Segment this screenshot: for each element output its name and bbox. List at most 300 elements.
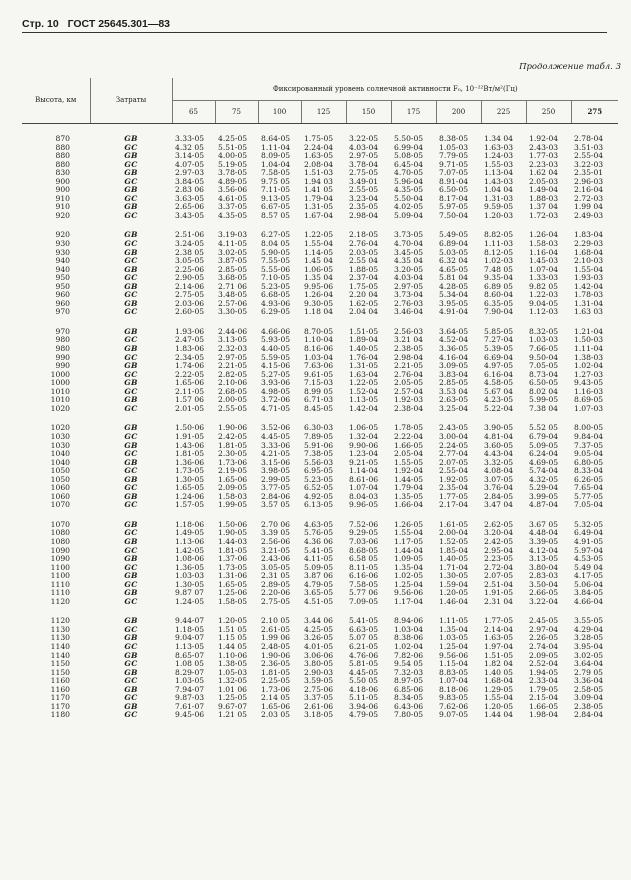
value-cell: 2.31 05 [261,572,290,581]
value-cell: 3.59-05 [304,677,334,686]
value-cell: 1.06-05 [304,265,334,274]
value-cell: 2.23-03 [529,160,559,169]
value-cell: 2.55-05 [349,186,379,195]
value-cell: 1.08-06 [175,555,205,564]
cost-cell: GC [124,291,138,300]
value-cell: 4.25-05 [304,625,334,634]
value-cell: 4.66-04 [574,597,604,606]
value-cell: 5.52 05 [529,423,558,433]
value-cell: 4.08-04 [484,467,514,476]
value-cell: 1.61-05 [439,519,469,529]
value-cell: 2.08-04 [304,160,334,169]
flux-level-header: 150 [346,101,391,124]
value-cell: 2.38-04 [394,404,424,413]
value-cell: 7.80-05 [394,711,424,720]
value-cell: 1.93-06 [175,326,205,336]
value-cell: 1.35-04 [439,625,469,634]
value-cell: 2.04 04 [349,308,378,317]
value-cell: 1.58-03 [529,240,559,249]
value-cell: 6.45-04 [394,160,424,169]
value-cell: 3.67 05 [529,519,558,529]
value-cell: 2.96-03 [574,177,604,186]
value-cell: 9.82 05 [529,282,558,291]
value-cell: 4.51-05 [304,597,334,606]
table-row [22,152,618,161]
table-row [22,547,618,556]
value-cell: 5.93-05 [261,336,291,345]
value-cell: 1.07-03 [574,404,604,413]
height-cell: 970 [55,326,70,336]
value-cell: 1.50-06 [175,423,205,433]
value-cell: 9.56-06 [439,651,469,660]
value-cell: 3.94-06 [349,702,379,711]
cost-cell: GB [124,572,138,581]
table-row [22,249,618,258]
height-cell: 1110 [50,580,70,589]
value-cell: 1.24-06 [175,492,205,501]
value-cell: 3.64-04 [574,660,604,669]
value-cell: 2.55-04 [574,152,604,161]
value-cell: 1.50-03 [574,336,604,345]
value-cell: 3.77-05 [261,484,291,493]
value-cell: 9.44-07 [175,616,205,626]
value-cell: 1.85-04 [439,546,469,555]
value-cell: 1.99 04 [574,203,603,212]
value-cell: 1.25-04 [394,580,424,589]
cost-cell: GB [124,537,138,546]
value-cell: 2.15-04 [529,694,559,703]
value-cell: 8.32-05 [529,326,559,336]
value-cell: 5.06-04 [574,580,604,589]
cost-cell: GB [124,230,138,240]
value-cell: 3.15-06 [261,458,291,467]
value-cell: 1.01 06 [218,685,247,694]
value-cell: 5.07 05 [349,634,378,643]
cost-cell: GB [124,282,138,291]
table-row [22,283,618,292]
value-cell: 6.16-06 [349,572,379,581]
value-cell: 4.69-05 [529,458,559,467]
value-cell: 1.22-05 [304,230,334,240]
value-cell: 6.52-05 [304,484,334,493]
value-cell: 1.44-04 [394,546,424,555]
height-cell: 830 [55,169,70,178]
value-cell: 3.55-05 [574,616,604,626]
value-cell: 1.92-04 [529,134,559,143]
table-row [22,212,618,221]
value-cell: 7.05-05 [529,362,559,371]
value-cell: 2.62-05 [484,519,514,529]
value-cell: 8.29-07 [175,668,205,677]
value-cell: 8.02 04 [529,387,558,396]
value-cell: 2.57-04 [394,387,424,396]
value-cell: 2.44-06 [218,326,248,336]
cost-cell: GC [124,677,138,686]
value-cell: 5.85-05 [484,326,514,336]
value-cell: 6.21-05 [349,642,379,651]
value-cell: 1.31-06 [218,572,248,581]
value-cell: 3.07-05 [484,475,514,484]
value-cell: 3.47 04 [484,501,513,510]
value-cell: 7.65-04 [574,484,604,493]
table-row [22,405,618,414]
value-cell: 1.55-04 [394,529,424,538]
height-cell: 970 [55,308,70,317]
value-cell: 1.02-04 [394,642,424,651]
table-row [22,354,618,363]
value-cell: 6.80-05 [574,458,604,467]
value-cell: 1.65-05 [218,580,248,589]
cost-cell: GC [124,160,138,169]
cost-cell: GB [124,519,138,529]
value-cell: 9.21-05 [349,458,379,467]
value-cell: 1.31-05 [304,203,334,212]
value-cell: 9.35-04 [484,274,514,283]
cost-cell: GC [124,546,138,555]
value-cell: 1.04 04 [484,186,513,195]
value-cell: 1.43-06 [175,441,205,450]
value-cell: 1.13-05 [349,396,379,405]
cost-cell: GC [124,660,138,669]
cost-cell: GC [124,529,138,538]
value-cell: 8.34-05 [394,694,424,703]
value-cell: 1.66-05 [394,441,424,450]
value-cell: 5.03-05 [439,248,469,257]
value-cell: 1.68-04 [574,248,604,257]
value-cell: 5.50 05 [349,677,378,686]
cost-cell: GC [124,711,138,720]
value-cell: 1.35-05 [394,492,424,501]
value-cell: 6.85-06 [394,685,424,694]
value-cell: 2.55-04 [439,467,469,476]
value-cell: 1.11-04 [261,143,291,152]
value-cell: 8.45-05 [304,404,334,413]
value-cell: 1.20-05 [218,616,248,626]
value-cell: 2.18-05 [349,230,379,240]
value-cell: 9.45-06 [175,711,205,720]
value-cell: 5.41-05 [349,616,379,626]
table-row [22,362,618,371]
table-row [22,529,618,538]
value-cell: 2.37-04 [349,274,379,283]
table-row [22,677,618,686]
value-cell: 5.41-05 [304,546,334,555]
table-row [22,694,618,703]
cost-cell: GC [124,387,138,396]
value-cell: 1.11-04 [574,345,604,354]
value-cell: 6.13-05 [304,501,334,510]
value-cell: 7.58-05 [261,169,291,178]
value-cell: 3.02-05 [218,248,248,257]
table-row [22,459,618,468]
value-cell: 1.57-05 [175,501,205,510]
table-row [22,626,618,635]
value-cell: 3.68-05 [218,274,248,283]
value-cell: 7.32-03 [394,668,424,677]
value-cell: 5.96-04 [394,177,424,186]
table-row [22,467,618,476]
value-cell: 3.53 04 [439,387,468,396]
value-cell: 2.38 05 [175,248,204,257]
value-cell: 3.49-01 [349,177,379,186]
table-row [22,396,618,405]
value-cell: 3.73-04 [394,291,424,300]
value-cell: 2.10-03 [574,257,604,266]
height-cell: 1150 [50,668,70,677]
value-cell: 2.05-04 [394,450,424,459]
value-cell: 4.89-05 [218,177,248,186]
value-cell: 1.78-03 [574,291,604,300]
value-cell: 7.79-05 [439,152,469,161]
value-cell: 2.75-05 [261,597,291,606]
height-cell: 1070 [50,501,70,510]
cost-cell: GB [124,265,138,274]
value-cell: 7.61-07 [175,702,205,711]
height-cell: 990 [55,362,70,371]
value-cell: 1.73-05 [175,467,205,476]
value-cell: 4.15-06 [261,362,291,371]
value-cell: 1.25-04 [439,642,469,651]
value-cell: 5.49 04 [574,563,603,572]
value-cell: 2.25-06 [175,265,205,274]
height-cell: 1100 [50,563,70,572]
table-row [22,317,618,337]
value-cell: 2.60-05 [175,308,205,317]
table-row [22,240,618,249]
value-cell: 2.35-05 [349,203,379,212]
value-cell: 1.63-04 [349,370,379,379]
cost-cell: GB [124,685,138,694]
value-cell: 5.99-05 [529,396,559,405]
value-cell: 6.69-04 [484,353,514,362]
value-cell: 6.29-05 [261,308,291,317]
value-cell: 1.90-05 [218,529,248,538]
value-cell: 4.97-05 [484,362,514,371]
value-cell: 6.79-04 [529,432,559,441]
value-cell: 1.11-03 [484,240,514,249]
value-cell: 4.40-05 [261,345,291,354]
value-cell: 1.14-05 [304,248,334,257]
height-cell: 960 [55,291,70,300]
cost-cell: GB [124,379,138,388]
value-cell: 5.77-05 [574,492,604,501]
value-cell: 7.38-05 [304,450,334,459]
value-cell: 3.84-05 [175,177,205,186]
value-cell: 9.07-05 [439,711,469,720]
value-cell: 2.00-04 [439,529,469,538]
height-cell: 1050 [50,467,70,476]
value-cell: 1.75-05 [304,134,334,143]
value-cell: 1.30-05 [175,580,205,589]
value-cell: 2.38-05 [394,345,424,354]
flux-level-header: 225 [481,101,526,124]
value-cell: 1.63 03 [574,308,603,317]
value-cell: 8.11-05 [349,563,379,572]
value-cell: 1.40-05 [349,345,379,354]
value-cell: 2.33-04 [529,677,559,686]
table-row [22,538,618,547]
value-cell: 2.01-05 [175,404,205,413]
value-cell: 3.18-05 [304,711,334,720]
row-group [22,317,618,413]
cost-cell: GB [124,555,138,564]
value-cell: 2.61-05 [261,625,291,634]
value-cell: 4.16-04 [439,353,469,362]
cost-cell: GB [124,203,138,212]
value-cell: 3.72-06 [261,396,291,405]
height-cell: 870 [55,134,70,143]
value-cell: 8.17-04 [439,194,469,203]
table-row [22,300,618,309]
table-row [22,634,618,643]
value-cell: 1.79-04 [394,484,424,493]
value-cell: 9.04-05 [529,299,559,308]
cost-cell: GC [124,274,138,283]
value-cell: 4.36 06 [304,537,333,546]
value-cell: 3.51-03 [574,143,604,152]
value-cell: 2.95-04 [484,546,514,555]
value-cell: 4.12-04 [529,546,559,555]
value-cell: 1.91-05 [484,589,514,598]
value-cell: 2.51-04 [484,580,514,589]
value-cell: 7.63-06 [304,362,334,371]
value-cell: 2.97-05 [394,282,424,291]
value-cell: 4.63-05 [304,519,334,529]
value-cell: 1.83-06 [175,345,205,354]
flux-level-header: 175 [391,101,436,124]
value-cell: 2.30-05 [218,450,248,459]
value-cell: 1.92-04 [394,467,424,476]
value-cell: 4.01-05 [304,642,334,651]
value-cell: 7.10-05 [261,274,291,283]
value-cell: 1.62 04 [529,169,558,178]
value-cell: 2.43-03 [529,143,559,152]
table-row [22,274,618,283]
value-cell: 4.35-05 [394,186,424,195]
value-cell: 8.61-06 [349,475,379,484]
value-cell: 9.87-03 [175,694,205,703]
value-cell: 2.03-05 [349,248,379,257]
table-row [22,606,618,626]
value-cell: 5.19-05 [218,160,248,169]
cost-cell: GB [124,134,138,143]
value-cell: 1.62-05 [349,299,379,308]
height-cell: 1100 [50,572,70,581]
cost-cell: GB [124,423,138,433]
value-cell: 5.77 06 [349,589,378,598]
value-cell: 2.43-05 [439,423,469,433]
cost-cell: GC [124,642,138,651]
value-cell: 9.54 05 [394,660,423,669]
value-cell: 6.50-05 [529,379,559,388]
value-cell: 1.93-03 [574,274,604,283]
value-cell: 3.09-04 [574,694,604,703]
value-cell: 2.22-05 [175,370,205,379]
value-cell: 1.22-03 [529,291,559,300]
cost-cell: GB [124,589,138,598]
value-cell: 4.02-05 [394,203,424,212]
value-cell: 5.51-05 [218,143,248,152]
value-cell: 5.09-05 [304,563,334,572]
value-cell: 7.27-04 [484,336,514,345]
value-cell: 1.46-04 [439,597,469,606]
value-cell: 7.89-05 [304,432,334,441]
value-cell: 1.04-04 [261,160,291,169]
value-cell: 8.94-06 [394,616,424,626]
value-cell: 4.45-05 [349,668,379,677]
value-cell: 1.91-05 [175,432,205,441]
value-cell: 1.68-04 [484,677,514,686]
value-cell: 2.55 04 [349,257,378,266]
table-row [22,161,618,170]
value-cell: 2.20-06 [261,589,291,598]
value-cell: 2.90-03 [304,668,334,677]
value-cell: 8.04 05 [261,240,290,249]
value-cell: 2.10 05 [261,616,290,626]
value-cell: 1.63-05 [304,152,334,161]
value-cell: 8.60-04 [484,291,514,300]
table-row [22,336,618,345]
value-cell: 7.94-07 [175,685,205,694]
value-cell: 2.75-06 [304,685,334,694]
value-cell: 8.12-05 [484,248,514,257]
value-cell: 1.50-06 [218,519,248,529]
value-cell: 2.35-01 [574,169,604,178]
table-row [22,555,618,564]
value-cell: 1.32-04 [349,432,379,441]
value-cell: 1.31-05 [349,362,379,371]
value-cell: 1.82 04 [484,660,513,669]
value-cell: 1.75-05 [349,282,379,291]
value-cell: 2.09-05 [218,484,248,493]
value-cell: 3.65-05 [304,589,334,598]
value-cell: 3.33-05 [175,134,205,143]
value-cell: 1.20-05 [439,589,469,598]
value-cell: 6.89-04 [439,240,469,249]
value-cell: 1.76-04 [349,353,379,362]
value-cell: 4.21-05 [261,450,291,459]
value-cell: 1.74-06 [175,362,205,371]
value-cell: 3.02-05 [574,651,604,660]
value-cell: 8.33-04 [574,467,604,476]
value-cell: 2.42-05 [484,537,514,546]
value-cell: 3.28-05 [574,634,604,643]
value-cell: 7.07-05 [439,169,469,178]
value-cell: 1.08 05 [175,660,204,669]
value-cell: 5.22-04 [484,404,514,413]
value-cell: 1.94 03 [304,177,333,186]
table-row [22,652,618,661]
value-cell: 1.32-05 [218,677,248,686]
value-cell: 1.30-05 [175,475,205,484]
value-cell: 4.32-05 [529,475,559,484]
flux-level-header: 125 [301,101,346,124]
value-cell: 5.50-05 [394,134,424,143]
value-cell: 2.61-06 [304,702,334,711]
value-cell: 3.19-03 [218,230,248,240]
table-row [22,476,618,485]
cost-cell: GB [124,362,138,371]
cost-cell: GB [124,634,138,643]
flux-group-header: Фиксированный уровень солнечной активности F₀, 10⁻²²Вт/м²(Гц) [172,78,618,101]
value-cell: 1.05-03 [439,143,469,152]
height-column-header: Высота, км [22,78,90,124]
value-cell: 8.04-03 [349,492,379,501]
value-cell: 6.32 04 [439,257,468,266]
value-cell: 2.71 06 [218,282,247,291]
height-cell: 1020 [50,423,70,433]
height-cell: 1060 [50,492,70,501]
